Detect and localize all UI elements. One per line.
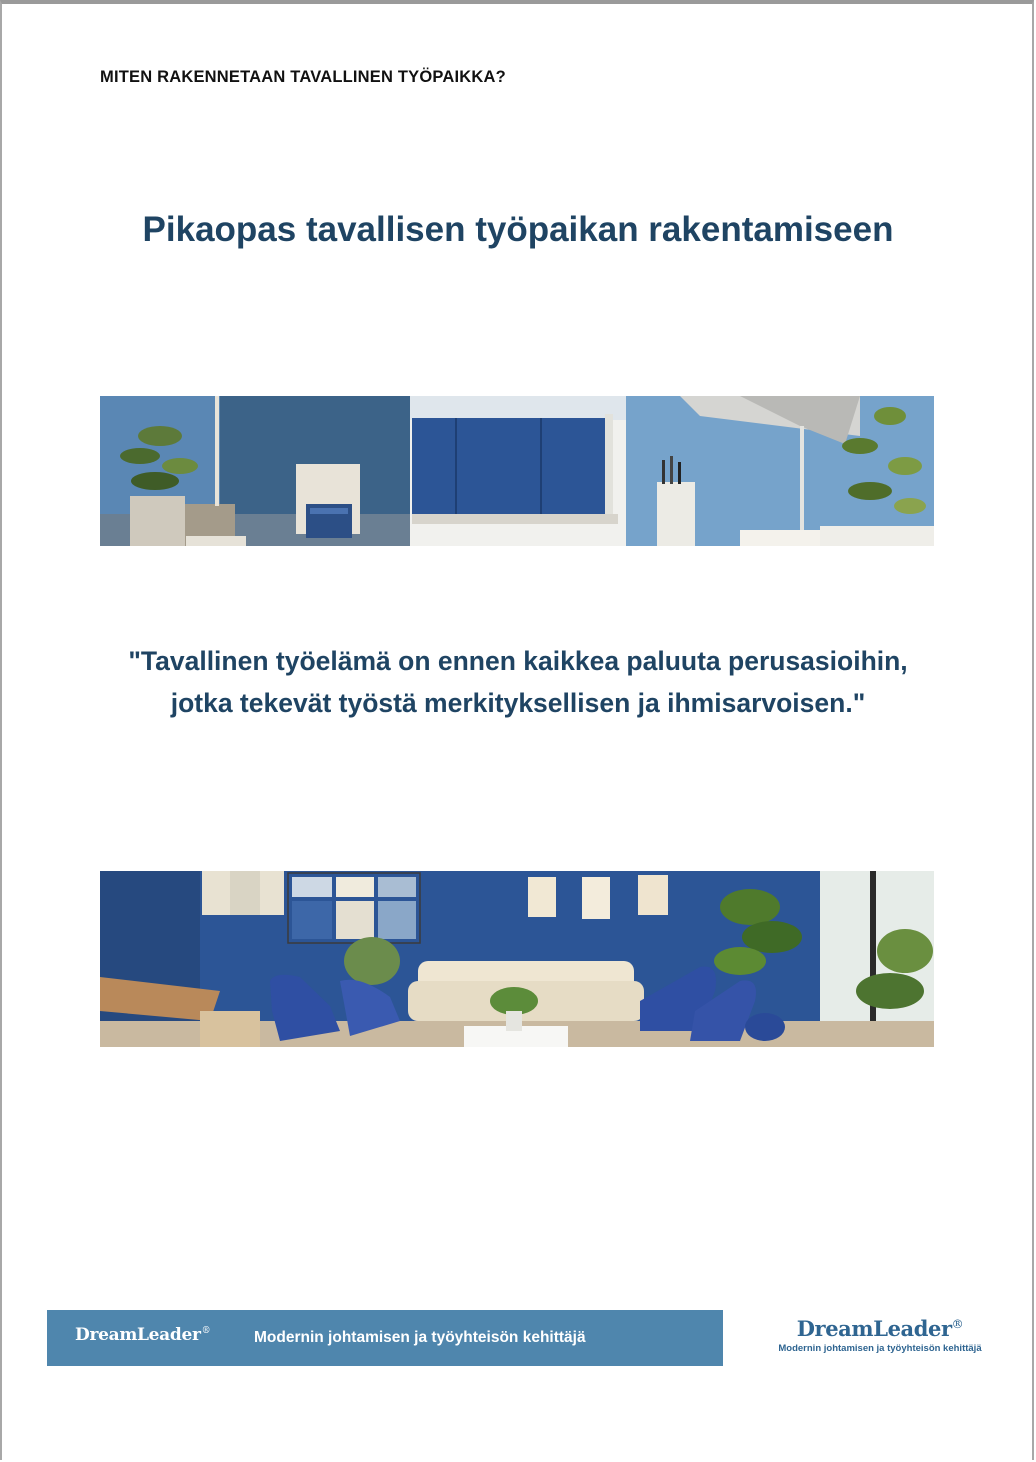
document-kicker: MITEN RAKENNETAAN TAVALLINEN TYÖPAIKKA? [100, 68, 506, 86]
footer-brand-band [47, 1310, 723, 1366]
top-banner-image [100, 396, 934, 546]
page-title: Pikaopas tavallisen työpaikan rakentamiseen [142, 210, 894, 249]
logo-tagline: Modernin johtamisen ja työyhteisön kehittäjä [778, 1343, 982, 1354]
band-brand-name: DreamLeader [75, 1325, 201, 1345]
band-brand-mark: ® [201, 1326, 211, 1337]
quote-text: "Tavallinen työelämä on ennen kaikkea paluuta perusasioihin, jotka tekevät työstä merkityksellisen ja ihmisarvoisen." [128, 646, 908, 718]
logo-brand-name: DreamLeader [796, 1316, 952, 1341]
footer-logo [770, 1316, 990, 1354]
logo-brand-mark: ® [951, 1317, 964, 1331]
bottom-banner-image [100, 871, 934, 1047]
band-tagline: Modernin johtamisen ja työyhteisön kehittäjä [254, 1329, 586, 1346]
logo-brand [770, 1316, 990, 1341]
band-brand-logo [75, 1325, 210, 1345]
